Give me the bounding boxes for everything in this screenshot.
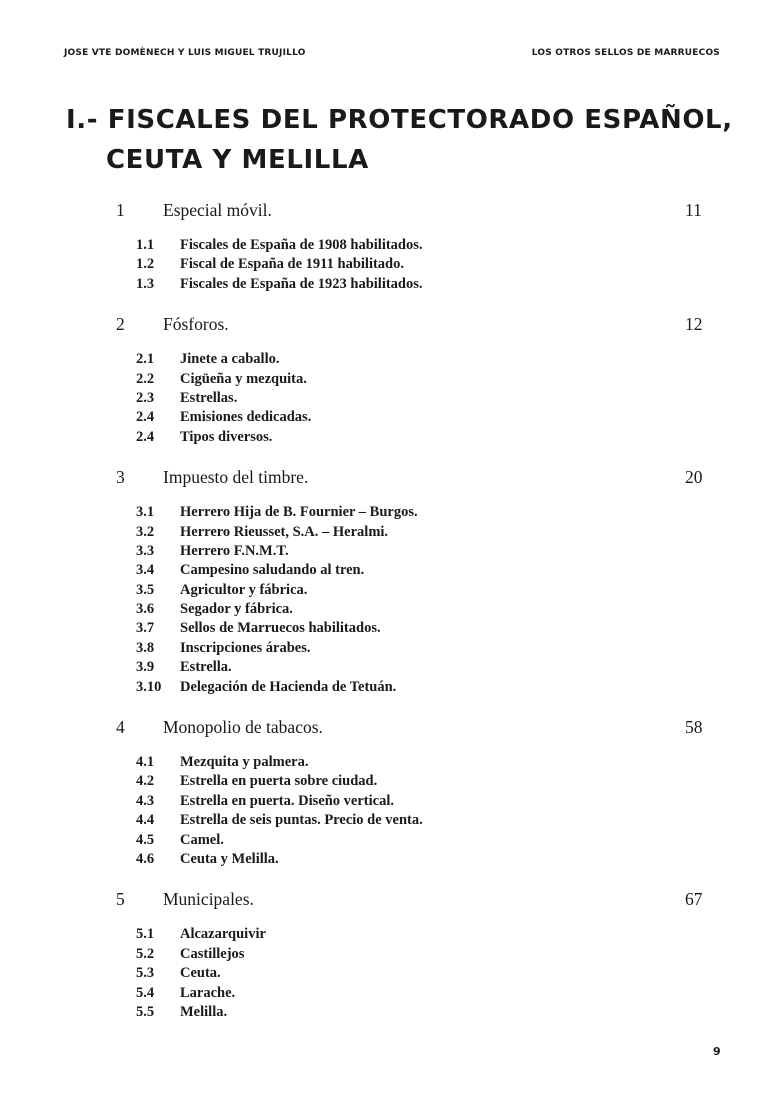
section-number: 4 xyxy=(116,717,125,738)
toc-subsection-list xyxy=(0,745,784,881)
subsection-number: 4.5 xyxy=(136,831,155,848)
toc-section-row xyxy=(0,709,784,745)
section-number: 1 xyxy=(116,200,125,220)
toc-subsection-row xyxy=(0,811,784,830)
subsection-title: Mezquita y palmera. xyxy=(180,754,309,771)
toc-subsection-row xyxy=(0,561,784,580)
subsection-number: 2.3 xyxy=(136,389,155,406)
subsection-title: Delegación de Hacienda de Tetuán. xyxy=(180,678,397,695)
subsection-number: 2.2 xyxy=(136,370,155,387)
toc-subsection-row xyxy=(0,523,784,542)
section-title: Especial móvil. xyxy=(163,200,272,220)
subsection-title: Alcazarquivir xyxy=(180,926,266,943)
toc-subsection-row xyxy=(0,792,784,811)
toc-section-row xyxy=(0,192,784,228)
chapter-title xyxy=(66,100,733,180)
toc-section xyxy=(0,709,784,881)
toc-subsection-row xyxy=(0,678,784,697)
subsection-number: 3.1 xyxy=(136,504,155,521)
subsection-title: Sellos de Marruecos habilitados. xyxy=(180,620,381,637)
toc-subsection-list xyxy=(0,495,784,709)
toc-subsection-row xyxy=(0,275,784,294)
chapter-title-line-1: I.- FISCALES DEL PROTECTORADO ESPAÑOL, xyxy=(66,105,733,135)
subsection-title: Herrero F.N.M.T. xyxy=(180,542,289,559)
toc-section xyxy=(0,881,784,1034)
section-title: Fósforos. xyxy=(163,314,229,335)
subsection-title: Melilla. xyxy=(180,1003,228,1020)
running-header xyxy=(64,48,720,58)
subsection-title: Cigüeña y mezquita. xyxy=(180,370,307,387)
toc-subsection-row xyxy=(0,581,784,600)
toc-section xyxy=(0,459,784,709)
section-title: Municipales. xyxy=(163,889,254,910)
toc-subsection-row xyxy=(0,984,784,1003)
subsection-number: 3.3 xyxy=(136,542,155,559)
subsection-title: Castillejos xyxy=(180,945,245,962)
toc-section-row xyxy=(0,459,784,495)
subsection-title: Camel. xyxy=(180,831,224,848)
toc-subsection-row xyxy=(0,236,784,255)
subsection-number: 3.6 xyxy=(136,601,155,618)
toc-subsection-row xyxy=(0,772,784,791)
toc-subsection-row xyxy=(0,370,784,389)
toc-section xyxy=(0,306,784,459)
subsection-title: Tipos diversos. xyxy=(180,428,273,445)
subsection-number: 3.10 xyxy=(136,678,162,695)
toc-subsection-row xyxy=(0,945,784,964)
toc-subsection-row xyxy=(0,753,784,772)
subsection-title: Fiscal de España de 1911 habilitado. xyxy=(180,256,404,273)
subsection-title: Ceuta. xyxy=(180,965,221,982)
subsection-number: 1.3 xyxy=(136,275,155,292)
section-page-number: 58 xyxy=(685,717,703,738)
subsection-title: Estrella en puerta sobre ciudad. xyxy=(180,773,378,790)
toc-subsection-row xyxy=(0,619,784,638)
subsection-number: 5.3 xyxy=(136,965,155,982)
subsection-number: 4.4 xyxy=(136,812,155,829)
toc-subsection-row xyxy=(0,428,784,447)
subsection-number: 3.9 xyxy=(136,659,155,676)
subsection-number: 3.5 xyxy=(136,581,155,598)
toc-subsection-row xyxy=(0,350,784,369)
toc-subsection-row xyxy=(0,639,784,658)
toc-subsection-row xyxy=(0,542,784,561)
subsection-title: Emisiones dedicadas. xyxy=(180,409,312,426)
toc-subsection-row xyxy=(0,925,784,944)
subsection-title: Segador y fábrica. xyxy=(180,601,293,618)
toc-subsection-row xyxy=(0,964,784,983)
toc-subsection-row xyxy=(0,1003,784,1022)
toc-subsection-row xyxy=(0,850,784,869)
header-book-title: LOS OTROS SELLOS DE MARRUECOS xyxy=(531,48,720,58)
subsection-number: 4.6 xyxy=(136,850,155,867)
toc-subsection-list xyxy=(0,917,784,1034)
subsection-number: 5.4 xyxy=(136,984,155,1001)
toc-subsection-list xyxy=(0,342,784,459)
subsection-number: 3.7 xyxy=(136,620,155,637)
section-number: 2 xyxy=(116,314,125,335)
subsection-number: 2.4 xyxy=(136,409,155,426)
subsection-number: 5.5 xyxy=(136,1003,155,1020)
subsection-title: Agricultor y fábrica. xyxy=(180,581,308,598)
subsection-title: Fiscales de España de 1908 habilitados. xyxy=(180,237,423,253)
section-title: Monopolio de tabacos. xyxy=(163,717,323,738)
subsection-title: Estrella de seis puntas. Precio de venta. xyxy=(180,812,423,829)
subsection-number: 1.2 xyxy=(136,256,155,273)
subsection-number: 2.1 xyxy=(136,351,155,368)
subsection-title: Herrero Hija de B. Fournier – Burgos. xyxy=(180,504,418,521)
subsection-number: 4.3 xyxy=(136,792,155,809)
subsection-title: Estrella. xyxy=(180,659,232,676)
subsection-number: 4.2 xyxy=(136,773,155,790)
toc-subsection-row xyxy=(0,831,784,850)
toc-subsection-row xyxy=(0,389,784,408)
subsection-title: Estrella en puerta. Diseño vertical. xyxy=(180,792,394,809)
section-number: 3 xyxy=(116,467,125,488)
section-number: 5 xyxy=(116,889,125,910)
subsection-number: 5.1 xyxy=(136,926,155,943)
toc-section xyxy=(0,192,784,306)
chapter-title-line-2: CEUTA Y MELILLA xyxy=(106,145,369,175)
subsection-number: 1.1 xyxy=(136,237,155,253)
subsection-number: 4.1 xyxy=(136,754,155,771)
toc-subsection-list xyxy=(0,228,784,306)
toc-section-row xyxy=(0,881,784,917)
subsection-title: Larache. xyxy=(180,984,236,1001)
section-page-number: 20 xyxy=(685,467,703,488)
toc-subsection-row xyxy=(0,503,784,522)
subsection-title: Inscripciones árabes. xyxy=(180,639,311,656)
subsection-title: Fiscales de España de 1923 habilitados. xyxy=(180,275,423,292)
subsection-title: Campesino saludando al tren. xyxy=(180,562,365,579)
subsection-title: Jinete a caballo. xyxy=(180,351,280,368)
subsection-title: Ceuta y Melilla. xyxy=(180,850,279,867)
section-page-number: 11 xyxy=(685,200,702,220)
subsection-number: 3.2 xyxy=(136,523,155,540)
toc-subsection-row xyxy=(0,408,784,427)
toc-subsection-row xyxy=(0,600,784,619)
toc-subsection-row xyxy=(0,658,784,677)
header-authors: JOSE VTE DOMÈNECH Y LUIS MIGUEL TRUJILLO xyxy=(64,48,306,58)
table-of-contents xyxy=(0,192,784,1034)
page-number: 9 xyxy=(713,1045,721,1058)
subsection-title: Herrero Rieusset, S.A. – Heralmi. xyxy=(180,523,389,540)
subsection-number: 2.4 xyxy=(136,428,155,445)
subsection-number: 3.4 xyxy=(136,562,155,579)
toc-section-row xyxy=(0,306,784,342)
toc-subsection-row xyxy=(0,255,784,274)
subsection-title: Estrellas. xyxy=(180,389,238,406)
section-page-number: 12 xyxy=(685,314,703,335)
subsection-number: 5.2 xyxy=(136,945,155,962)
section-page-number: 67 xyxy=(685,889,703,910)
subsection-number: 3.8 xyxy=(136,639,155,656)
section-title: Impuesto del timbre. xyxy=(163,467,309,488)
